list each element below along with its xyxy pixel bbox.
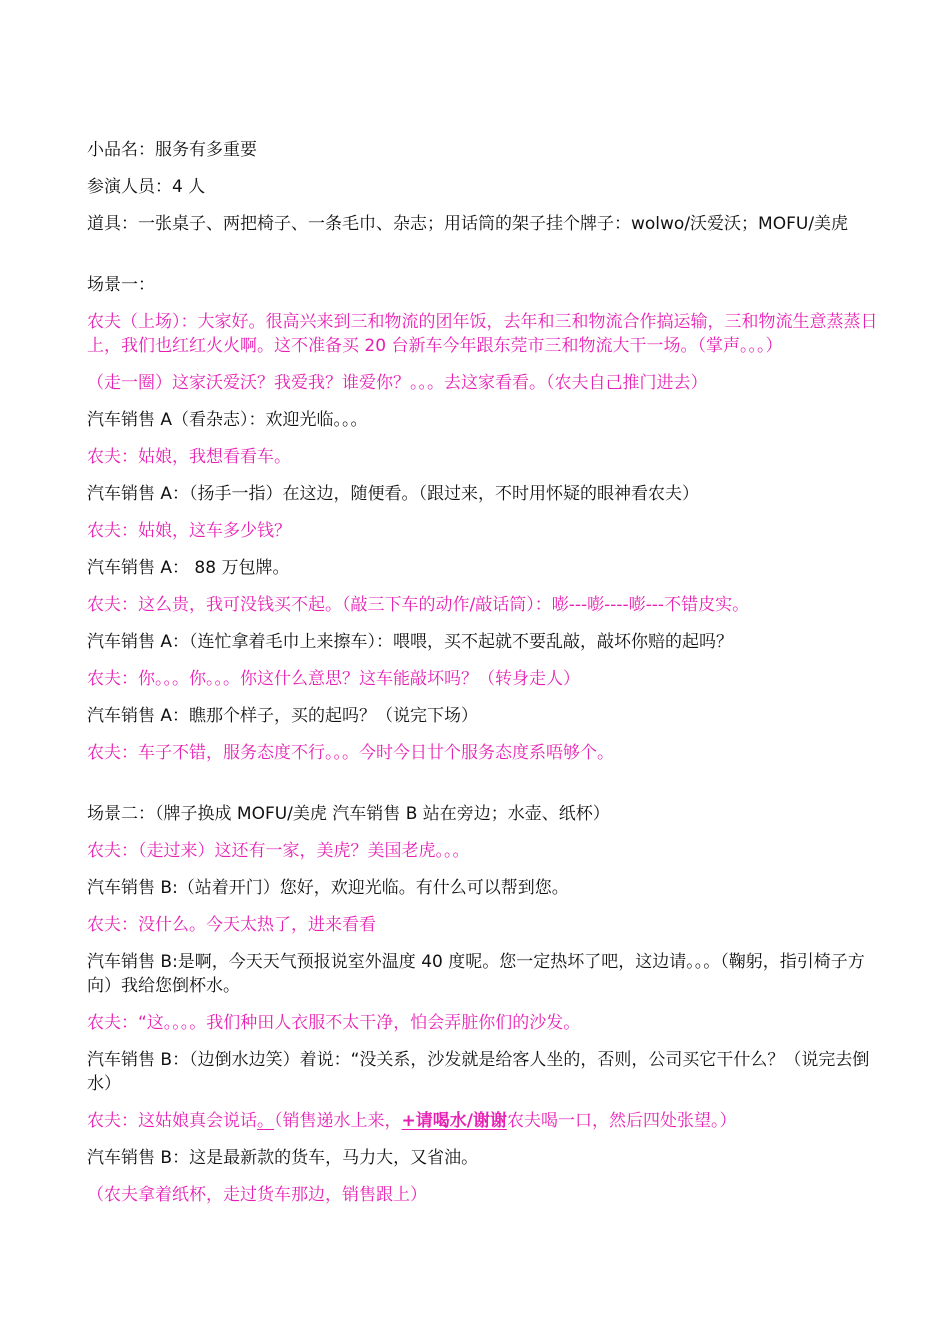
- sales-b-line: 汽车销售 B：这是最新款的货车，马力大，又省油。: [87, 1148, 479, 1168]
- farmer-line: 农夫：这么贵，我可没钱买不起。（敲三下车的动作/敲话筒）：嘭---嘭----嘭---不错皮实。: [87, 595, 750, 615]
- farmer-line: （走一圈）这家沃爱沃？我爱我？谁爱你？。。。去这家看看。（农夫自己推门进去）: [87, 373, 708, 393]
- sales-b-line: 汽车销售 B：（边倒水边笑）着说：“没关系，沙发就是给客人坐的，否则，公司买它干什么？（说完去倒水）: [87, 1050, 870, 1094]
- stage-direction: （农夫拿着纸杯，走过货车那边，销售跟上）: [87, 1185, 427, 1205]
- farmer-line: 农夫：姑娘，我想看看车。: [87, 447, 291, 467]
- spacer: [87, 778, 879, 802]
- stage-direction-part: 农夫喝一口，然后四处张望。）: [506, 1111, 737, 1131]
- sales-a-line: 汽车销售 A：瞧那个样子，买的起吗？（说完下场）: [87, 706, 479, 726]
- scene2-heading: 场景二：（牌子换成 MOFU/美虎 汽车销售 B 站在旁边；水壶、纸杯）: [87, 804, 610, 824]
- script-document: [87, 138, 879, 1220]
- underlined-mark: 。: [257, 1111, 274, 1131]
- sales-a-line: 汽车销售 A：（扬手一指）在这边，随便看。（跟过来，不时用怀疑的眼神看农夫）: [87, 484, 700, 504]
- farmer-line-annotated: [87, 1109, 879, 1133]
- farmer-line-part: 农夫：这姑娘真会说话: [87, 1111, 257, 1131]
- farmer-line: 农夫：你。。。你。。。你这什么意思？这车能敲坏吗？（转身走人）: [87, 669, 580, 689]
- props-line: 道具：一张桌子、两把椅子、一条毛巾、杂志；用话筒的架子挂个牌子：wolwo/沃爱沃；MOFU/美虎: [87, 214, 849, 234]
- sales-b-line: 汽车销售 B:（站着开门）您好，欢迎光临。有什么可以帮到您。: [87, 878, 569, 898]
- farmer-line: 农夫（上场）：大家好。很高兴来到三和物流的团年饭，去年和三和物流合作搞运输，三和物流生意蒸蒸日上，我们也红红火火啊。这不准备买 20 台新车今年跟东莞市三和物流大干一场。（掌声。。。）: [87, 312, 878, 356]
- spacer: [87, 249, 879, 273]
- sales-b-line: 汽车销售 B:是啊，今天天气预报说室外温度 40 度呢。您一定热坏了吧，这边请。。。（鞠躬，指引椅子方向）我给您倒杯水。: [87, 952, 865, 996]
- sales-a-line: 汽车销售 A： 88 万包牌。: [87, 558, 290, 578]
- scene1-heading: 场景一：: [87, 275, 155, 295]
- sales-a-line: 汽车销售 A（看杂志）：欢迎光临。。。: [87, 410, 368, 430]
- farmer-line: 农夫：（走过来）这还有一家，美虎？美国老虎。。。: [87, 841, 470, 861]
- cast-line: 参演人员：4 人: [87, 177, 206, 197]
- farmer-line: 农夫：车子不错，服务态度不行。。。今时今日廿个服务态度系唔够个。: [87, 743, 614, 763]
- stage-direction-part: （销售递水上来，: [274, 1111, 402, 1131]
- sales-a-line: 汽车销售 A：（连忙拿着毛巾上来擦车）：喂喂，买不起就不要乱敲，敲坏你赔的起吗？: [87, 632, 734, 652]
- farmer-line: 农夫：“这。。。。我们种田人衣服不太干净，怕会弄脏你们的沙发。: [87, 1013, 581, 1033]
- play-title: 小品名：服务有多重要: [87, 140, 257, 160]
- farmer-line: 农夫：没什么。今天太热了，进来看看: [87, 915, 376, 935]
- farmer-line: 农夫：姑娘，这车多少钱？: [87, 521, 291, 541]
- inserted-note: +请喝水/谢谢: [401, 1111, 507, 1131]
